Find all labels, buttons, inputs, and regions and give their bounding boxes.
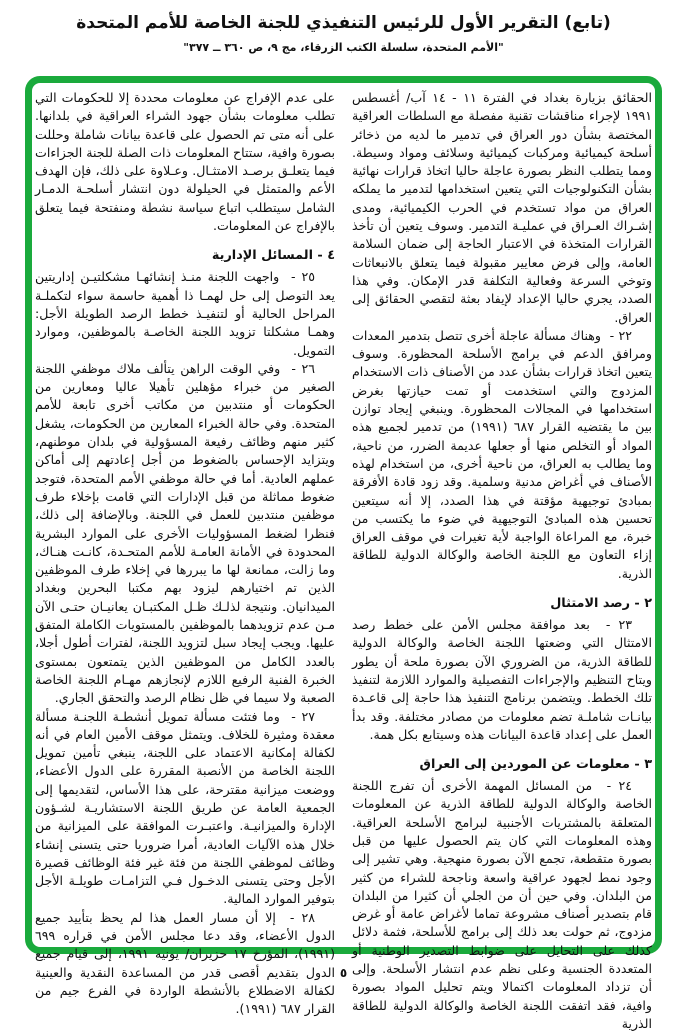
paragraph-28: ٢٨ - إلا أن مسار العمل هذا لم يحظ بتأييد جميع الدول الأعضاء، وقد دعا مجلس الأمن في قراره ٦٩٩ (١٩٩١)، المؤرخ ١٧ حزيران/ يونيه ١٩٩١، إلى قيام جميع الدول بتقديم أقصى قدر من المساعدة النقدية والعينية لكفالة الاضطلاع بالأنشطة الواردة في الفرع جيم من القرار ٦٨٧ (١٩٩١). (35, 909, 335, 1017)
left-column (35, 89, 335, 1017)
two-column-layout (35, 89, 652, 1031)
page-title: (تابع) التقرير الأول للرئيس التنفيذي للجنة الخاصة للأمم المتحدة (76, 13, 611, 33)
section-heading-3: ٣ - معلومات عن الموردين إلى العراق (419, 757, 652, 773)
page-number: ٥ (339, 966, 348, 980)
paragraph-23: ٢٣ - بعد موافقة مجلس الأمن على خطط رصد الامتثال التي وضعتها اللجنة الخاصة والوكالة الدولية للطاقة الذرية، من الضروري الآن بصورة ملحة أن يطور ويتاح التنظيم والإجراءات التفصيلية والموارد اللازمة لتنفيذ تلك الخطط. ويتضمن برنامج التنفيذ هذا حاجة إلى قاعـدة بيانـات شاملـة تضم معلومات من مصادر مختلفة. وقد بدأ العمل على إعداد قاعدة البيانات هذه وسيتابع بكل همة. (352, 617, 652, 742)
paragraph-continuation: على عدم الإفراج عن معلومات محددة إلا للحكومات التي تطلب معلومات بشأن جهود الشراء العراقية في بلدانها. على أنه متى تم الحصول على قاعدة بيانات شاملة وحللت بصورة وافية، ستتاح المعلومات ذات الصلة للجنة الجزاءات فيما يتعلـق برصـد الامتثـال. وعـلاوة على ذلك، فإن الهدف الأعم والمتمثل في الحيلولة دون انتشار أسلحـة الدمـار الشامل سيتطلب اتباع سياسة نشطة ومنفتحة فيما يتعلق بالإفراج عن المعلومات. (35, 90, 335, 234)
right-column (352, 89, 652, 1031)
document-header (0, 12, 687, 54)
section-heading-2: ٢ - رصد الامتثال (550, 596, 652, 612)
section-heading-4: ٤ - المسائل الإدارية (211, 248, 335, 264)
green-border-frame (25, 76, 662, 1031)
paragraph-26: ٢٦ - وفي الوقت الراهن يتألف ملاك موظفي اللجنة الصغير من خبراء مؤهلين تأهيلا عاليا ومعارين من الحكومات أو منتدبين من مكاتب أخرى تابعة للأمم المتحدة. وفي حالة الخبراء المعارين من الحكومات، يشغل كثير منهم وظائف رفيعة المسؤولية في بلدان موطنهم، ويتزايد الإحساس بالضغوط من أجل إعادتهم إلى أماكن عملهم العادية. أما في حالة موظفي الأمم المتحدة، فتوجد ضغوط مماثلة من قبل الإدارات التي قامت بإخلاء طرف موظفين منتدبين للعمل في اللجنة. وبالإضافة إلى ذلك، فنظرا لضغط المسؤوليات الأخرى على الموارد البشرية المحدودة في الأمانة العامـة للأمم المتحـدة، كانـت هنـاك، وما زالت، ممانعة لها ما يبررها في إخلاء طرف الموظفين الذين تم اختيارهم ليزود بهم مكتبا البحرين وبغداد الميدانيان. ونتيجة لذلـك ظـل المكتبـان يعانيـان حتـى الآن مـن عدم تزويدهما بالموظفين بالمستويات الكاملة المتفق عليها. ويجب إيجاد سبل لتزويد اللجنة، لفترات أطول أجلا، بالعدد الكامل من الموظفين الذين يتمتعون بمستوى الخبرة الفنية الرفيع اللازم لإنجازهم مهـام اللجنة الخاصة الصعبة ولا سيما في ظل نظام الرصد والتحقق الجاري. (35, 360, 335, 706)
paragraph-25: ٢٥ - واجهت اللجنة منـذ إنشائهـا مشكلتيـن إداريتين يعد التوصل إلى حل لهمـا ذا أهمية حاسمة سواء لتكملـة المراحل الحالية أو لتنفيـذ خطط الرصد الطويلة الأجل: وهمـا مشكلتا تزويد اللجنة الخاصـة بالموظفين، وموارد التمويل. (35, 269, 335, 358)
paragraph-24: ٢٤ - من المسائل المهمة الأخرى أن تفرج اللجنة الخاصة والوكالة الدولية للطاقة الذرية عن المعلومات المتعلقة بالمشتريات الأجنبية لبرامج الأسلحة العراقية. وهذه المعلومات التي كان يتم الحصول عليها من قبل بصورة متقطعة، تجمع الآن بصورة منهجية. وهي تشير إلى وجود نمط لجهود عراقية واسعة وناجحة للشراء من كثير من البلدان. وفي حين أن من الجلي أن كثيرا من البلدان قام بتصدير أصناف مشروعة تماما لأغراض عامة أو غرض مزدوج، ثم حولت بعد ذلك إلى برامج للأسلحة، فثمة دلائل كذلك على التحايل على ضوابط التصدير الوطنية أو المتعددة الجنسية وعلى نظم عدم انتشار الأسلحة. وإلى أن تزداد المعلومات اكتمالا ويتم تحليل المواد بصورة وافية، فقد اتفقت اللجنة الخاصة والوكالة الدولية للطاقة الذرية (352, 778, 652, 1031)
page-subtitle: "الأمم المتحدة، سلسلة الكتب الزرقاء، مج ٩، ص ٣٦٠ ــ ٣٧٧" (183, 40, 504, 54)
paragraph-continuation: الحقائق بزيارة بغداد في الفترة ١١ - ١٤ آب/ أغسطس ١٩٩١ لإجراء مناقشات تقنية مفصلة مع السلطات العراقية المختصة بشأن دور العراق في تدمير ما لديه من ذخائر أسلحة كيميائية ومركبات كيميائية وسلائف ومواد وسيطة. ومما يتطلب النظر بصورة عاجلة حاليا اتخاذ قرارات نهائية بشأن التكنولوجيات التي يتعين استخدامها لتدمير ما يملكه العراق من مواد تستخدم في الحرب الكيميائية، ومدى إشـراك العـراق في عمليـة التدمير. وسوف يتعين أن تأخذ القرارات المتخذة في الاعتبار الحاجة إلى ضمان السلامة العامة، وإلى فرض معايير مقبولة فيما يتعلق بالانبعاثات وتوخي السرعة وفعالية التكلفة قدر الإمكان. وفي هذا الصدد، يجري حاليا الإعداد لإيفاد بعثة لتقصي الحقائق إلى العراق. (352, 90, 652, 325)
paragraph-22: ٢٢ - وهناك مسألة عاجلة أخرى تتصل بتدمير المعدات ومرافق الدعم في برامج الأسلحة المحظورة. وسوف يتعين اتخاذ قرارات بشأن عدد من الأصناف ذات الاستخدام المزدوج والتي استخدمت أو تمت حيازتها بغرض استخدامها في المجالات المحظورة. وينبغي إيجاد توازن بين ما يقتضيه القرار ٦٨٧ (١٩٩١) من تدمير لجميع هذه المواد أو التخلص منها أو جعلها عديمة الضرر، من ناحية، وما يطالب به العراق، من ناحية أخرى، من استخدام لهذه الأصناف في أغراض مدنية وسلمية. وقد زود قادة الأفرقة بمبادئ توجيهية مؤقتة في هذا الصدد، إلا أنه سيتعين تحسين هذه المبادئ التوجيهية في ضوء ما يكتسب من خبرة، مع المراعاة الواجبة لأية تغيرات في موقف العراق إزاء التعاون مع اللجنة الخاصة والوكالة الدولية للطاقة الذرية. (352, 327, 652, 581)
paragraph-27: ٢٧ - وما فتئت مسألة تمويل أنشطـة اللجنـة مسألة معقدة ومثيرة للخلاف. ويتمثل موقف الأمين العام في أنه لكفالة إمكانية الاعتماد على اللجنة، ينبغي تأمين تمويل اللجنة الخاصة من الأنصبة المقررة على الدول الأعضاء، ووضعت ميزانية مقترحة، على هذا الأساس، لتقديمها إلى الجمعية العامة عن طريق اللجنة الاستشاريـة لشـؤون الإدارة والميزانيـة. واعتبـرت الموافقة على الميزانية من خلال هذه الآليات العادية، أمرا ضروريا حتى يتسنى إنشاء وظائف لموظفي اللجنة من فئة غير فئة الوظائف قصيرة الأجل وحتى يتسنى الدخـول فـي التزامـات طويلـة الأجل بتوفير الموارد المالية. (35, 708, 335, 907)
